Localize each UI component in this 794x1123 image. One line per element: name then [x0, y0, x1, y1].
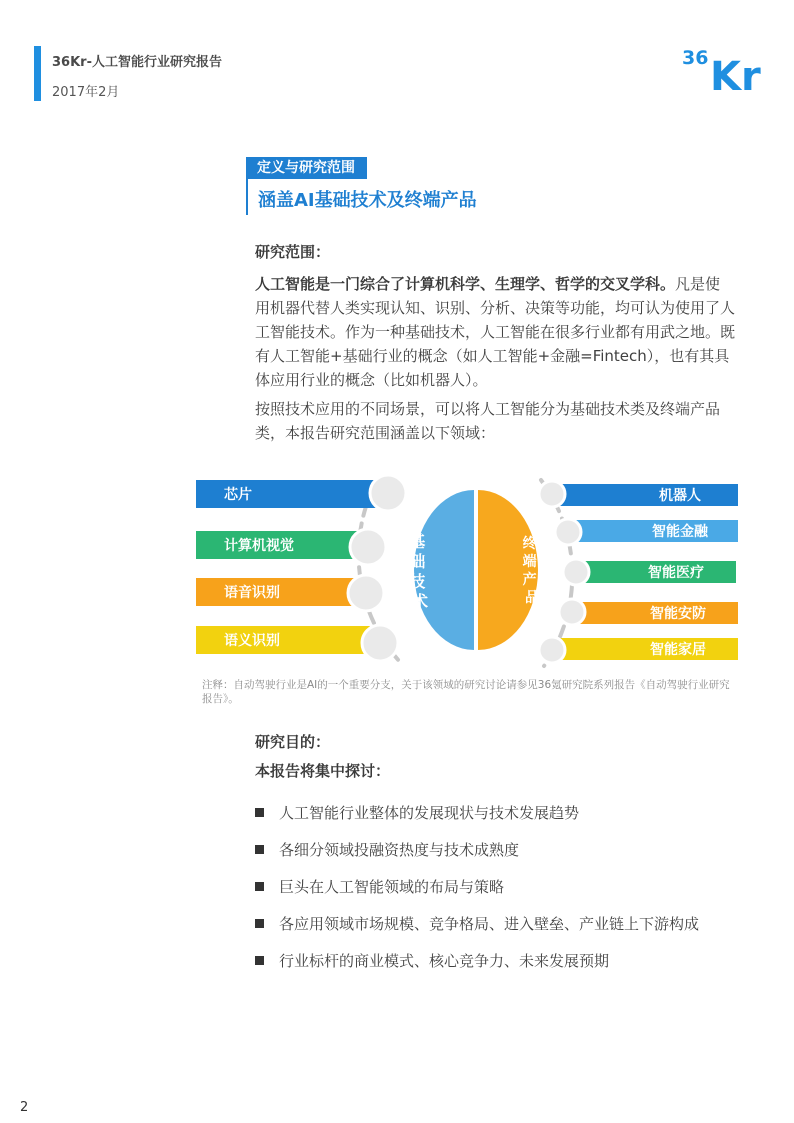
left-node-2: [348, 575, 384, 611]
right-char-1: 端: [522, 554, 537, 570]
center-right-half: [478, 490, 538, 650]
header-accent-bar: [34, 46, 41, 101]
list-item: [255, 794, 755, 831]
right-node-4: [539, 637, 565, 663]
left-char-2: 技: [409, 572, 426, 591]
left-node-3: [362, 625, 398, 661]
left-char-1: 础: [409, 552, 426, 571]
logo-kr: Kr: [710, 54, 761, 96]
36kr-logo: [680, 40, 766, 96]
left-label-1: 计算机视觉: [224, 538, 294, 554]
scope-intro-rest: 凡是使用机器代替人类实现认知、识别、分析、决策等功能，均可认为使用了人工智能技术。作为一种基础技术，人工智能在很多行业都有用武之地。既有人工智能+基础行业的概念（如人工智能+金融=Fintech），也有其具体应用行业的概念（比如机器人）。: [255, 275, 736, 389]
right-label-4: 智能家居: [650, 642, 706, 658]
right-char-2: 产: [522, 572, 537, 588]
right-label-3: 智能安防: [650, 606, 706, 622]
scope-para2: 按照技术应用的不同场景，可以将人工智能分为基础技术类及终端产品类，本报告研究范围涵盖以下领域：: [255, 400, 721, 442]
right-node-0: [539, 481, 565, 507]
right-label-1: 智能金融: [652, 524, 708, 540]
center-left-label: [408, 532, 431, 611]
left-bar-3: [196, 626, 370, 654]
list-item-text: 各应用领域市场规模、竞争格局、进入壁垒、产业链上下游构成: [279, 915, 700, 933]
left-char-0: 基: [409, 532, 426, 551]
right-node-2: [563, 559, 589, 585]
right-char-3: 品: [525, 590, 539, 606]
bullet-square-icon: [255, 808, 264, 817]
purpose-list: [255, 794, 755, 979]
list-item-text: 巨头在人工智能领域的布局与策略: [279, 878, 505, 896]
list-item-text: 各细分领域投融资热度与技术成熟度: [279, 841, 520, 859]
bullet-square-icon: [255, 919, 264, 928]
bullet-square-icon: [255, 956, 264, 965]
ai-scope-diagram: [196, 470, 744, 670]
right-bar-4: [558, 638, 738, 660]
left-label-2: 语音识别: [224, 585, 280, 601]
left-node-0: [370, 475, 406, 511]
list-item: [255, 868, 755, 905]
report-date: 2017年2月: [52, 85, 120, 100]
scope-intro: [255, 272, 735, 392]
left-label-3: 语义识别: [224, 633, 280, 649]
bullet-square-icon: [255, 845, 264, 854]
left-char-3: 术: [411, 592, 429, 611]
left-node-1: [350, 529, 386, 565]
purpose-heading: 研究目的：: [255, 733, 331, 751]
left-label-0: 芯片: [224, 487, 252, 503]
scope-intro-bold: 人工智能是一门综合了计算机科学、生理学、哲学的交叉学科。: [255, 275, 676, 293]
scope-heading: 研究范围：: [255, 243, 331, 261]
right-label-0: 机器人: [659, 488, 701, 504]
purpose-subheading: 本报告将集中探讨：: [255, 762, 391, 780]
right-node-3: [559, 599, 585, 625]
page-number: 2: [20, 1100, 29, 1115]
list-item: [255, 942, 755, 979]
right-label-2: 智能医疗: [648, 565, 704, 581]
diagram-note: 注释：自动驾驶行业是AI的一个重要分支，关于该领域的研究讨论请参见36氪研究院系列报告《自动驾驶行业研究报告》。: [202, 679, 730, 705]
list-item: [255, 905, 755, 942]
right-bar-0: [560, 484, 738, 506]
right-char-0: 终: [522, 536, 537, 552]
report-title: 36Kr-人工智能行业研究报告: [52, 55, 222, 70]
logo-36: 36: [682, 47, 709, 69]
bullet-square-icon: [255, 882, 264, 891]
section-title: 涵盖AI基础技术及终端产品: [258, 190, 477, 211]
list-item-text: 人工智能行业整体的发展现状与技术发展趋势: [279, 804, 580, 822]
list-item-text: 行业标杆的商业模式、核心竞争力、未来发展预期: [279, 952, 610, 970]
section-tag: 定义与研究范围: [247, 157, 367, 179]
list-item: [255, 831, 755, 868]
right-node-1: [555, 519, 581, 545]
